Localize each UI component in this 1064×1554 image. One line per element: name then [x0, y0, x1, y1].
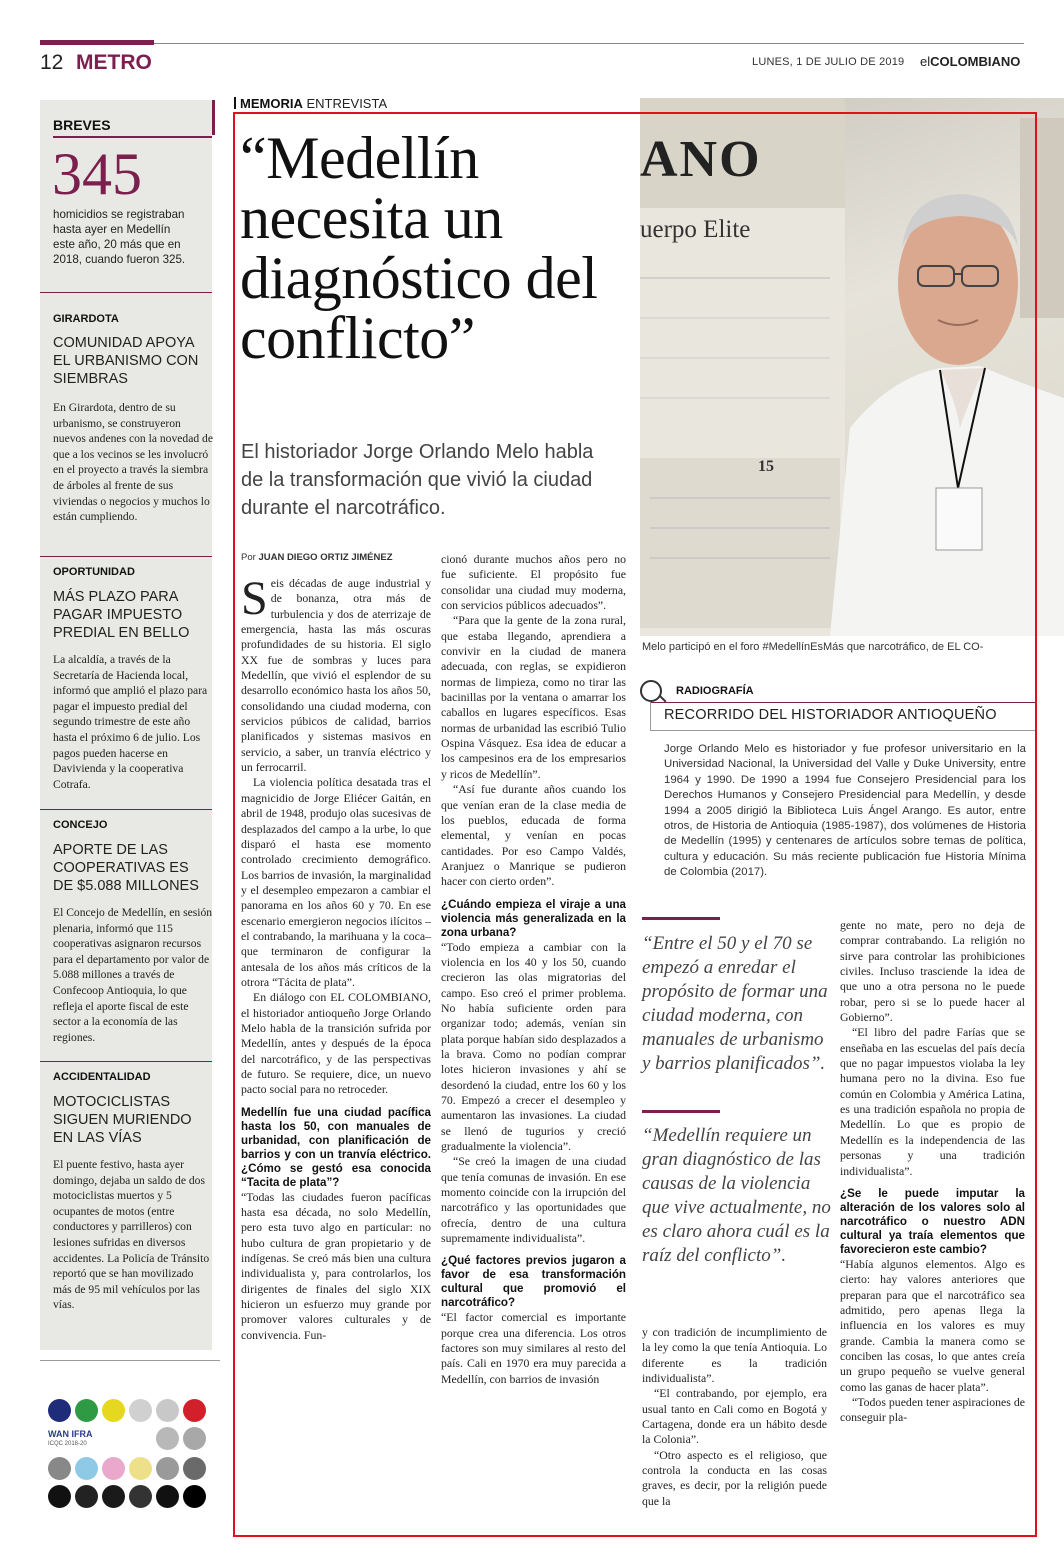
- box-kicker: RADIOGRAFÍA: [676, 685, 754, 697]
- page-number: 12: [40, 51, 64, 74]
- color-dot: [129, 1457, 152, 1480]
- paragraph-text: En diálogo con EL COLOMBIANO, el historiador antioqueño Jorge Orlando Melo habla de la transición sufrida por Medellín, antes y después de la época del narcotráfico, y de las perspectivas de futuro. Se requiere, dice, un nuevo pacto social para no retroceder.: [241, 990, 431, 1097]
- paragraph-text: gente no mate, pero no deja de comprar contrabando. La religión no sirve para controlar las prohibiciones civiles. Incluso trasciende la idea de que uno a otra persona no le puede robar, pero si se lo puede hacer al Gobierno”.: [840, 918, 1025, 1025]
- print-color-control-ad: [40, 1360, 220, 1550]
- article-headline: “Medellín necesita un diagnóstico del conflicto”: [240, 125, 598, 371]
- sidebar-title-rule: [53, 136, 212, 138]
- color-dot: [75, 1399, 98, 1422]
- brief-headline: APORTE DE LAS COOPERATIVAS ES DE $5.088 MILLONES: [53, 842, 199, 894]
- paragraph-text: “El contrabando, por ejemplo, era usual tanto en Cali como en Bogotá y Cartagena, donde era un hábito desde la Colonia”.: [642, 1386, 827, 1447]
- brief-headline: MÁS PLAZO PARA PAGAR IMPUESTO PREDIAL EN BELLO: [53, 589, 190, 641]
- paragraph-text: “El factor comercial es importante porque crea una diferencia. Los otros factores son muy similares al resto del país. Cali en 1970 era muy parecida a Medellín, con barrios de invasión: [441, 1310, 626, 1386]
- brief-body: El puente festivo, hasta ayer domingo, dejaba un saldo de dos motociclistas muertos y 5 ocupantes de motos (entre conductores y parrilleros) con lesiones sufridas en diversos accidentes. La Policía de Tránsito reportó que se han movilizado más de 95 mil vehículos por las vías.: [53, 1158, 210, 1312]
- paragraph-text: “Para que la gente de la zona rural, que estaba llegando, aprendiera a convivir en la ciudad de manera adecuada, con reglas, se expidieron normas de limpieza, como no tirar las bacinillas por la ventana o amarrar los caballos en lugares específicos. Esas normas de urbanidad las escribió Tulio Ospina Vásquez. Esa idea de educar a los campesinos era de los empresarios y ricos de Medellín”.: [441, 613, 626, 781]
- divider: [40, 809, 212, 810]
- edition-date: LUNES, 1 DE JULIO DE 2019: [752, 56, 905, 68]
- divider: [40, 292, 212, 293]
- paragraph-text: y con tradición de incumplimiento de la ley como la que tenía Antioquia. Lo diferente es la tradición individualista”.: [642, 1325, 827, 1386]
- paragraph-text: “Todos pueden tener aspiraciones de conseguir pla-: [840, 1394, 1025, 1425]
- paragraph-text: “El libro del padre Farías que se enseñaba en las escuelas del país decía que no pagar impuestos violaba la ley humana pero no la divina. Eso fue común en Colombia y América Latina, es una tradición española no propia de Medellín. Lo que es propio de Medellín es la independencia de las personas y una tradición individualista”.: [840, 1025, 1025, 1178]
- kicker-bold: MEMORIA: [240, 96, 303, 111]
- paragraph-text: eis décadas de auge industrial y de bonanza, otra más de turbulencia y dos de aterrizaje de emergencia, hasta las más oscuras profundidades de su historia. El siglo XX fue de sombras y luces para Medellín, que vivió el esplendor de su desarrollo económico hasta los años 50, consolidando una ciudad moderna, con servicios púbicos de calidad, barrios planificados y sistemas masivos en servicio, a saber, un tranvía eléctrico y un ferrocarril.: [241, 576, 431, 775]
- breves-sidebar: [40, 100, 212, 1350]
- sidebar-title: BREVES: [53, 117, 111, 133]
- newspaper-logo: [920, 54, 1020, 69]
- color-dot: [183, 1427, 206, 1450]
- brief-headline: MOTOCICLISTAS SIGUEN MURIENDO EN LAS VÍAS: [53, 1094, 192, 1146]
- color-dot: [129, 1485, 152, 1508]
- pull-quote: “Entre el 50 y el 70 se empezó a enredar el propósito de formar una ciudad moderna, con manuales de urbanismo y barrios planificados”.: [642, 933, 828, 1074]
- interview-question: Medellín fue una ciudad pacífica hasta los 50, con manuales de urbanidad, con planificación de barrios y con un tranvía eléctrico. ¿Cómo se gestó esa conocida “Tacita de plata”?: [241, 1105, 431, 1189]
- article-deck: El historiador Jorge Orlando Melo habla de la transformación que vivió la ciudad durante el narcotráfico.: [241, 441, 594, 519]
- kicker-bar: [234, 97, 236, 109]
- paragraph-text: “Todo empieza a cambiar con la violencia en los 40 y los 50, cuando crecieron las olas migratorias del campo. Eso creó el primer problema. No había suficiente orden para organizar todo; además, venían sin plata porque habían sido desplazados a la brava. Como no podían comprar lotes hicieron invasiones y ahí se desordenó la ciudad, entre los 60 y los 70. Empezó a crecer el desempleo y aumentaron las invasiones. La ciudad se llenó de tugurios y creció gradualmente la violencia”.: [441, 939, 626, 1154]
- color-dot: [183, 1457, 206, 1480]
- brief-headline: COMUNIDAD APOYA EL URBANISMO CON SIEMBRAS: [53, 335, 199, 387]
- photo-background-text: ANO: [640, 131, 762, 188]
- logo-prefix: el: [920, 54, 931, 69]
- box-body: Jorge Orlando Melo es historiador y fue profesor universitario en la Universidad Nacional, la Universidad del Valle y Duke University, entre 1964 y 1990. De 1990 a 1994 fue Consejero Presidencial para los Derechos Humanos y Consejero Presidencial para Medellín, y desde 1994 a 2005 dirigió la Biblioteca Luis Ángel Arango. Es autor, entre otros, de Historia de Antioquia (1985-1987), dos volúmenes de Historia de Medellín (1995) y centenares de artículos sobre temas de política, cultura y educación. Su más reciente publicación fue Historia Mínima de Colombia (2017).: [664, 743, 1026, 879]
- icqc-code: ICQC 2018-20: [48, 1441, 87, 1447]
- color-dot: [48, 1399, 71, 1422]
- paragraph-text: cionó durante muchos años pero no fue suficiente. El propósito fue consolidar una ciudad muy moderna, con servicios públicos adecuados”.: [441, 552, 626, 613]
- color-dot: [129, 1399, 152, 1422]
- box-headline: RECORRIDO DEL HISTORIADOR ANTIOQUEÑO: [664, 707, 997, 723]
- brief-kicker: OPORTUNIDAD: [53, 566, 135, 578]
- section-name: METRO: [76, 51, 152, 74]
- brief-kicker: ACCIDENTALIDAD: [53, 1071, 151, 1083]
- byline-prefix: Por: [241, 552, 256, 563]
- paragraph-text: “Otro aspecto es el religioso, que controla la conducta en las cosas graves, es decir, por la religión puede que la: [642, 1447, 827, 1508]
- color-dot: [183, 1399, 206, 1422]
- paragraph-text: “Se creó la imagen de una ciudad que tenía comunas de invasión. En ese momento coincide con la irrupción del narcotráfico y las oportunidades que ofrecía, dentro de una cultura supremamente individualista”.: [441, 1154, 626, 1246]
- brief-kicker: CONCEJO: [53, 819, 108, 831]
- pull-quote: “Medellín requiere un gran diagnóstico de las causas de la violencia que vive actualmente, no es claro ahora cuál es la raíz del conflicto”.: [642, 1125, 831, 1266]
- color-dot: [183, 1485, 206, 1508]
- color-dot: [102, 1399, 125, 1422]
- kicker-type: ENTREVISTA: [306, 96, 388, 111]
- color-dot: [75, 1457, 98, 1480]
- divider: [40, 1061, 212, 1062]
- brief-body: En Girardota, dentro de su urbanismo, se construyeron nuevos andenes con la novedad de que a los vecinos se les involucró en el proyecto a través la siembra de árboles al frente de sus viviendas o negocios y muchos lo están cumpliendo.: [53, 401, 214, 524]
- article-kicker: [240, 96, 387, 111]
- color-dot: [156, 1399, 179, 1422]
- interview-question: ¿Qué factores previos jugaron a favor de esa transformación cultural que promovió el narcotráfico?: [441, 1254, 626, 1310]
- color-dot: [156, 1427, 179, 1450]
- interview-question: ¿Cuándo empieza el viraje a una violencia más generalizada en la zona urbana?: [441, 897, 626, 939]
- photo-caption: Melo participó en el foro #MedellínEsMás que narcotráfico, de EL CO-: [642, 641, 984, 653]
- photo-background-text: 15: [758, 458, 774, 475]
- color-dot: [102, 1485, 125, 1508]
- header-rule: [40, 43, 1024, 44]
- drop-cap: S: [241, 572, 268, 625]
- color-dot: [48, 1485, 71, 1508]
- paragraph-text: “Había algunos elementos. Algo es cierto: hay valores anteriores que preparan para que el narcotráfico sea admitido, pero apenas llega la influencia en los valores es muy grande. Cambia la manera como se conciben las cosas, lo que antes creía un grupo pequeño se vuelve general como las ganas de hacer plata”.: [840, 1256, 1025, 1394]
- brief-kicker: GIRARDOTA: [53, 313, 119, 325]
- stat-number: 345: [52, 141, 142, 207]
- photo-background-text: uerpo Elite: [640, 216, 751, 243]
- brief-body: El Concejo de Medellín, en sesión plenaria, informó que 115 cooperativas asignaron recursos para el departamento por valor de 5.088 millones a través de Confecoop Antioquia, lo que refleja el aporte fiscal de este sector a la economía de las regiones.: [53, 906, 213, 1044]
- sidebar-accent-line: [212, 100, 215, 135]
- section-color-bar: [40, 40, 154, 45]
- stat-description: homicidios se registraban hasta ayer en Medellín este año, 20 más que en 2018, cuando fueron 325.: [53, 208, 186, 266]
- color-dot: [156, 1485, 179, 1508]
- logo-name: COLOMBIANO: [930, 54, 1021, 69]
- color-dot: [156, 1457, 179, 1480]
- interview-question: ¿Se le puede imputar la alteración de los valores solo al narcotráfico o nuestro ADN cultural ya traía elementos que favorecieron este cambio?: [840, 1186, 1025, 1256]
- paragraph-text: La violencia política desatada tras el magnicidio de Jorge Eliécer Gaitán, en abril de 1948, produjo olas sucesivas de desplazados del campo a la urbe, lo que disparó el hasta ese momento controlado crecimiento demográfico. Los barrios de invasión, la marginalidad y el desempleo empezaron a cambiar el panorama en los años 60 y 70. En ese escenario emergieron negocios ilícitos –el contrabando, la marihuana y la coca– que terminaron de configurar la antesala de los años más críticos de la otrora “Tácita de plata”.: [241, 775, 431, 989]
- article-highlight-frame: [233, 112, 1037, 1537]
- color-dot: [75, 1485, 98, 1508]
- paragraph-text: “Así fue durante años cuando los que venían eran de la clase media de los pueblos, educada de forma elemental, y venían en pocas cantidades. Por eso Campo Valdés, Aranjuez o Manrique se pudieron hacer con cierto orden”.: [441, 782, 626, 889]
- color-dot: [102, 1457, 125, 1480]
- author-name: JUAN DIEGO ORTIZ JIMÉNEZ: [258, 552, 393, 563]
- paragraph-text: “Todas las ciudades fueron pacíficas hasta esa década, no solo Medellín, pero esta tuvo algo en particular: no hubo cultura de gran propietario y de indígenas. Se creó más bien una cultura individualista y, para controlarlos, los dirigentes de finales del siglo XIX hicieron un esfuerzo muy grande por promover valores culturales y de convivencia. Fun-: [241, 1189, 431, 1342]
- brief-body: La alcaldía, a través de la Secretaría de Hacienda local, informó que amplió el plazo para pagar el impuesto predial del segundo trimestre de este año hasta el próximo 6 de julio. Los pagos pueden hacerse en Davivienda y la cooperativa Cotrafa.: [53, 653, 208, 791]
- divider: [40, 556, 212, 557]
- color-dot: [48, 1457, 71, 1480]
- wan-ifra-logo: WAN IFRA: [48, 1429, 93, 1439]
